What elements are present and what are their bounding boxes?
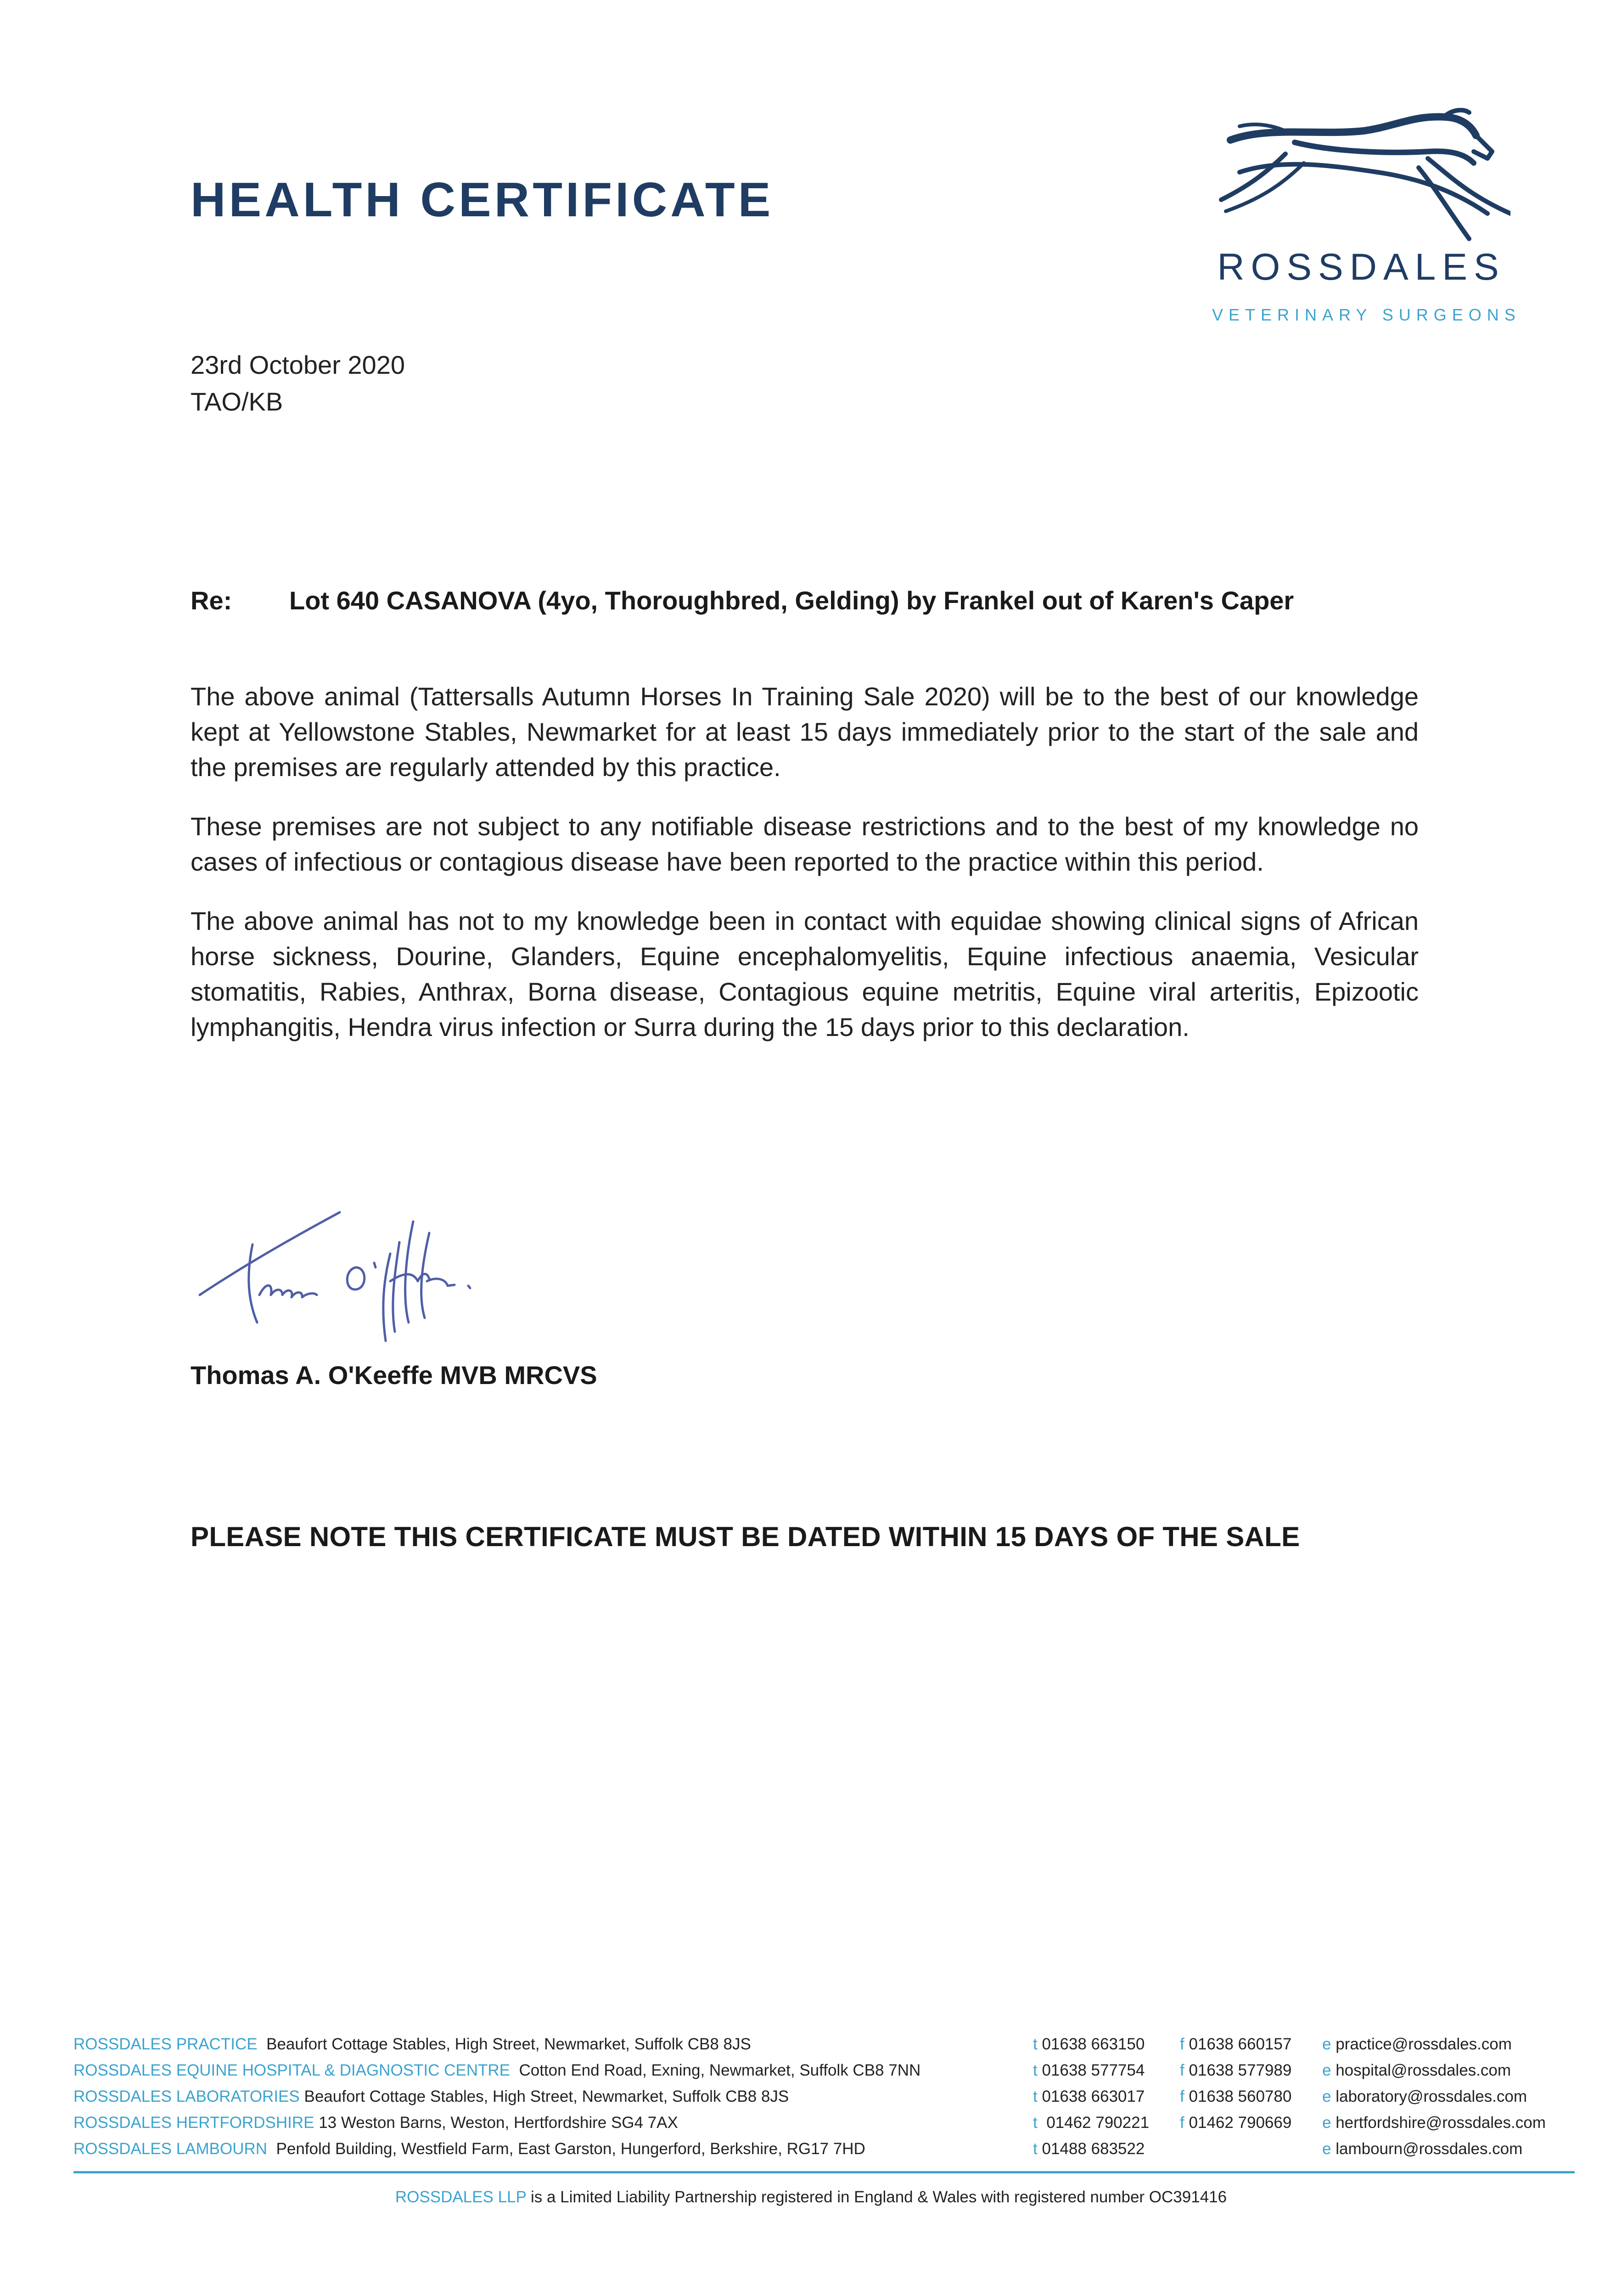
branch-email: hertfordshire@rossdales.com [1336,2114,1546,2132]
email-prefix: e [1322,2061,1331,2079]
fax-prefix: f [1180,2035,1184,2053]
re-label: Re: [191,586,232,615]
branch-name: ROSSDALES HERTFORDSHIRE [73,2114,314,2132]
branch-email: laboratory@rossdales.com [1336,2088,1527,2105]
branch-address: 13 Weston Barns, Weston, Hertfordshire SG4 7AX [319,2114,678,2132]
tel-prefix: t [1033,2114,1038,2132]
tel-prefix: t [1033,2140,1038,2158]
branch-name: ROSSDALES LABORATORIES [73,2088,300,2105]
fax-prefix: f [1180,2114,1184,2132]
branch-email: practice@rossdales.com [1336,2035,1512,2053]
branch-name: ROSSDALES EQUINE HOSPITAL & DIAGNOSTIC CENTRE [73,2061,511,2079]
branch-email: hospital@rossdales.com [1336,2061,1511,2079]
tel-prefix: t [1033,2035,1038,2053]
paragraph: These premises are not subject to any notifiable disease restrictions and to the best of my knowledge no cases of infectious or contagious disease have been reported to the practice within this period. [191,812,1419,876]
branch-address: Cotton End Road, Exning, Newmarket, Suffolk CB8 7NN [519,2061,921,2079]
legal-notice [0,2188,1622,2206]
handwritten-signature [197,1203,519,1350]
brand-subtitle: VETERINARY SURGEONS [1212,305,1521,324]
branch-tel: 01488 683522 [1042,2140,1145,2158]
branch-address: Beaufort Cottage Stables, High Street, Newmarket, Suffolk CB8 8JS [304,2088,789,2105]
footer-divider [73,2171,1575,2173]
fax-prefix: f [1180,2061,1184,2079]
page-title: HEALTH CERTIFICATE [191,173,774,227]
footer-row [73,2088,1575,2114]
branch-fax: 01638 560780 [1189,2088,1292,2105]
certificate-note: PLEASE NOTE THIS CERTIFICATE MUST BE DATED WITHIN 15 DAYS OF THE SALE [191,1521,1300,1552]
email-prefix: e [1322,2140,1331,2158]
legal-company-name: ROSSDALES LLP [395,2188,527,2206]
branch-fax: 01462 790669 [1189,2114,1292,2132]
branch-name: ROSSDALES LAMBOURN [73,2140,268,2158]
legal-text: is a Limited Liability Partnership registered in England & Wales with registered number OC391416 [530,2188,1227,2206]
footer-contacts [73,2035,1575,2166]
branch-tel: 01638 663017 [1042,2088,1145,2105]
branch-address: Penfold Building, Westfield Farm, East Garston, Hungerford, Berkshire, RG17 7HD [276,2140,865,2158]
branch-email: lambourn@rossdales.com [1336,2140,1523,2158]
branch-name: ROSSDALES PRACTICE [73,2035,258,2053]
branch-fax: 01638 577989 [1189,2061,1292,2079]
re-subject: Lot 640 CASANOVA (4yo, Thoroughbred, Gelding) by Frankel out of Karen's Caper [289,586,1294,615]
galloping-horse-icon [1212,108,1510,241]
footer-row [73,2114,1575,2140]
paragraph: The above animal has not to my knowledge been in contact with equidae showing clinical signs of African horse sickness, Dourine, Glanders, Equine encephalomyelitis, Equine infectious anaemia, Vesicular stomatitis, Rabies, Anthrax, Borna disease, Contagious equine metritis, Equine viral arteritis, Epizootic lymphangitis, Hendra virus infection or Surra during the 15 days prior to this declaration. [191,906,1419,1041]
branch-address: Beaufort Cottage Stables, High Street, Newmarket, Suffolk CB8 8JS [266,2035,751,2053]
tel-prefix: t [1033,2061,1038,2079]
brand-name: ROSSDALES [1217,246,1505,288]
footer-row [73,2035,1575,2061]
email-prefix: e [1322,2035,1331,2053]
letter-reference: TAO/KB [191,387,283,416]
email-prefix: e [1322,2088,1331,2105]
rossdales-logo [1212,108,1521,338]
signer-name: Thomas A. O'Keeffe MVB MRCVS [191,1361,597,1390]
footer-row [73,2140,1575,2166]
branch-tel: 01638 577754 [1042,2061,1145,2079]
branch-tel: 01462 790221 [1046,2114,1150,2132]
branch-tel: 01638 663150 [1042,2035,1145,2053]
paragraph: The above animal (Tattersalls Autumn Horses In Training Sale 2020) will be to the best of our knowledge kept at Yellowstone Stables, Newmarket for at least 15 days immediately prior to the start of the sale and the premises are regularly attended by this practice. [191,682,1419,782]
certificate-body [191,679,1419,1069]
letter-date: 23rd October 2020 [191,350,405,379]
fax-prefix: f [1180,2088,1184,2105]
email-prefix: e [1322,2114,1331,2132]
tel-prefix: t [1033,2088,1038,2105]
branch-fax: 01638 660157 [1189,2035,1292,2053]
footer-row [73,2061,1575,2088]
